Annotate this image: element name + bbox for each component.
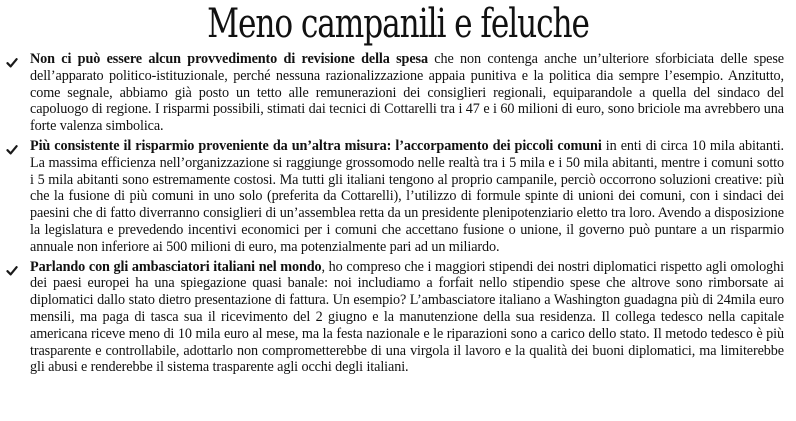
bullet-lead: Non ci può essere alcun provvedimento di revisione della spesa — [30, 51, 428, 67]
checkmark-icon — [6, 57, 18, 69]
checkmark-icon — [6, 265, 18, 277]
article-headline: Meno campanili e feluche — [207, 1, 589, 47]
bullet-paragraph — [30, 51, 784, 135]
bullet-body: che non contenga anche un’ulteriore sforbiciata delle spese dell’apparato politico-istituzionale, perché nessuna razionalizzazione appaia punitiva e la politica dia sempre l’esempio. Anzitutto, come segnale, abbiamo già posto un tetto alle remunerazioni dei consiglieri regionali, equiparandole a quella del sindaco del capoluogo di regione. I risparmi possibili, stimati dai tecnici di Cottarelli tra i 47 e i 60 milioni di euro, sono briciole ma avrebbero una forte valenza simbolica. — [30, 51, 785, 135]
bullet-paragraph — [30, 259, 784, 377]
bullet-lead: Più consistente il risparmio proveniente da un’altra misura: l’accorpamento dei piccoli comuni — [30, 137, 602, 154]
bullet-item — [6, 51, 784, 135]
bullet-item — [6, 138, 784, 256]
bullet-lead: Parlando con gli ambasciatori italiani nel mondo — [30, 258, 322, 275]
bullet-paragraph — [30, 138, 784, 256]
bullet-body: , ho compreso che i maggiori stipendi dei nostri diplomatici rispetto agli omologhi dei paesi europei ha una spiegazione quasi banale: noi includiamo a forfait nello stipendio spese che altrove sono rimborsate ai diplomatici dallo stato dietro presentazione di fattura. Un esempio? L’ambasciatore italiano a Washington guadagna più di 24mila euro mensili, ma paga di tasca sua il ricevimento del 2 giugno e la manutenzione della sua residenza. Il collega tedesco nella capitale americana riceve meno di 10 mila euro al mese, ma la festa nazionale e le riparazioni sono a carico dello stato. Il metodo tedesco è più trasparente e controllabile, adottarlo non comprometterebbe di una virgola il lavoro e la qualità dei buoni diplomatici, ma limiterebbe gli abusi e renderebbe il sistema trasparente agli occhi degli italiani. — [30, 258, 785, 376]
checkmark-icon — [6, 144, 18, 156]
article-body — [6, 51, 784, 379]
bullet-body: in enti di circa 10 mila abitanti. La massima efficienza nell’organizzazione si raggiunge grossomodo nelle realtà tra i 5 mila e i 50 mila abitanti, mentre i comuni sotto i 5 mila abitanti sono estremamente costosi. Ma tutti gli italiani tengono al proprio campanile, perciò occorrono soluzioni creative: più che la fusione di più comuni in uno solo (preferita da Cottarelli), l’utilizzo di formule spinte di unioni dei comuni, con i sindaci dei paesini che di fatto diverranno consiglieri di un’assemblea retta da un presidente plenipotenziario eletto tra loro. Avendo a disposizione la legislatura e prevedendo incentivi economici per i comuni che accettano fusione o unione, il governo può puntare a un risparmio annuale non inferiore ai 500 milioni di euro, ma potenzialmente pari ad un miliardo. — [30, 137, 784, 255]
bullet-item — [6, 259, 784, 377]
